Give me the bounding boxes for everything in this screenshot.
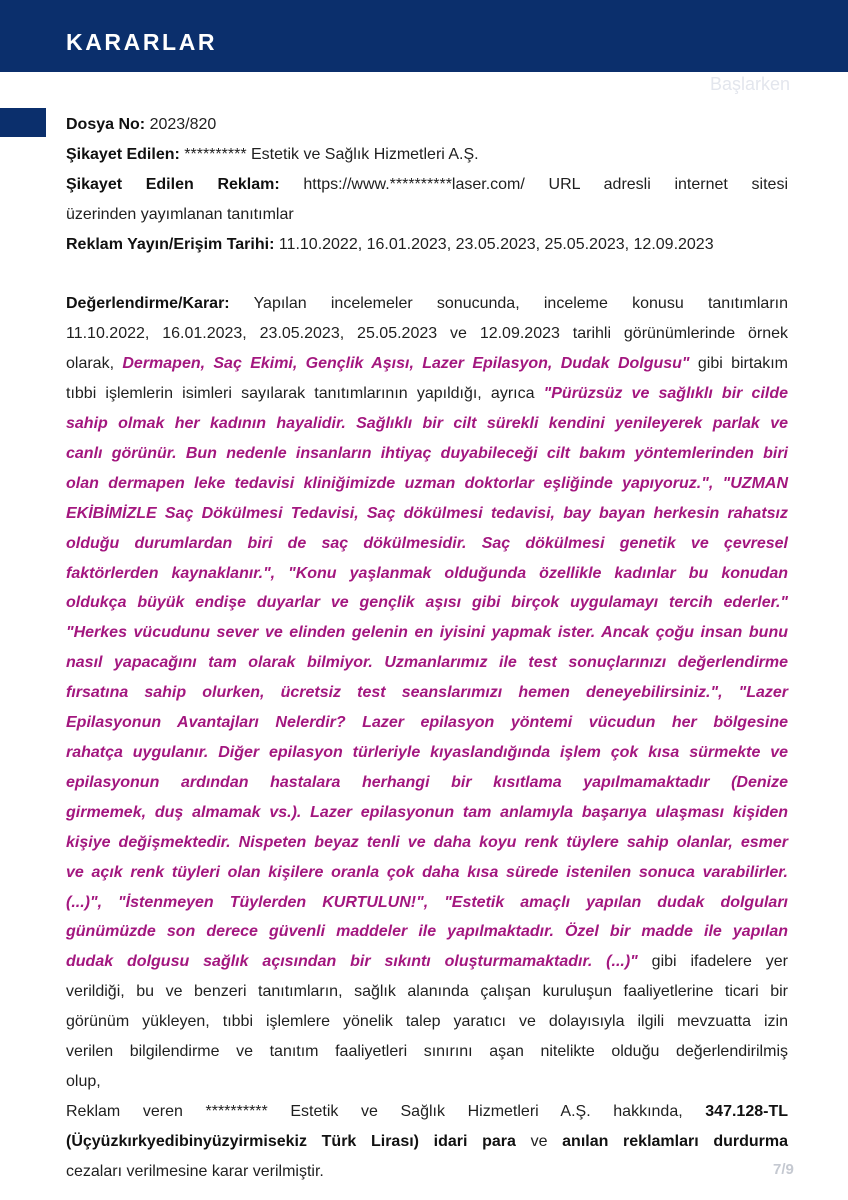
plain-text: üzerinden yayımlanan tanıtımlar — [66, 205, 294, 223]
text-line — [66, 529, 788, 559]
plain-text: olup, — [66, 1072, 101, 1090]
text-line — [66, 1007, 788, 1037]
bold-text: anılan reklamları durdurma — [562, 1132, 788, 1150]
quoted-ad-text: ve açık renk tüyleri olan kişilere oranla çok daha kısa sürede istenilen sonuca varabilirler. — [66, 863, 788, 881]
case-details-section — [66, 110, 788, 260]
plain-text: ********** Estetik ve Sağlık Hizmetleri A.Ş. — [179, 145, 479, 163]
text-line — [66, 1157, 788, 1187]
text-line — [66, 469, 788, 499]
plain-text: 11.10.2022, 16.01.2023, 23.05.2023, 25.05.2023 ve 12.09.2023 tarihli görünümlerinde örnek — [66, 325, 788, 343]
plain-text: Reklam veren ********** Estetik ve Sağlık Hizmetleri A.Ş. hakkında, — [66, 1102, 706, 1120]
plain-text: verilen bilgilendirme ve tanıtım faaliyetleri sınırını aşan nitelikte olduğu değerlendirilmiş — [66, 1043, 788, 1061]
quoted-ad-text: EKİBİMİZLE Saç Dökülmesi Tedavisi, Saç dökülmesi tedavisi, bay bayan herkesin rahatsız — [66, 504, 788, 522]
quoted-ad-text: Epilasyonun Avantajları Nelerdir? Lazer epilasyon yöntemi vücudun her bölgesine — [66, 714, 788, 732]
plain-text: 2023/820 — [145, 116, 217, 133]
text-line — [66, 319, 788, 349]
bold-text: Şikayet Edilen: — [66, 145, 180, 163]
document-body — [66, 110, 788, 1187]
text-line — [66, 888, 788, 918]
text-line — [66, 409, 788, 439]
plain-text: verildiği, bu ve benzeri tanıtımların, sağlık alanında çalışan kuruluşun faaliyetlerine ticari bir — [66, 983, 788, 1001]
plain-text: https://www.**********laser.com/ URL adresli internet sitesi — [279, 175, 788, 193]
text-line — [66, 289, 788, 319]
text-line — [66, 559, 788, 589]
header-watermark-text: Başlarken — [710, 74, 791, 94]
text-line — [66, 110, 788, 140]
header-bar — [0, 0, 848, 72]
text-line — [66, 170, 788, 200]
plain-text: tıbbi işlemlerin isimleri sayılarak tanıtımlarının yapıldığı, ayrıca — [66, 385, 544, 403]
text-line — [66, 1037, 788, 1067]
paragraph — [66, 1097, 788, 1187]
plain-text: 11.10.2022, 16.01.2023, 23.05.2023, 25.05.2023, 12.09.2023 — [274, 235, 714, 253]
text-line — [66, 379, 788, 409]
page-title: KARARLAR — [66, 29, 218, 55]
text-line — [66, 798, 788, 828]
text-line — [66, 768, 788, 798]
quoted-ad-text: canlı görünür. Bun nedenle insanların ihtiyaç duyabileceği cilt bakım yöntemlerinden biri — [66, 444, 788, 462]
quoted-ad-text: sahip olmak her kadının hayalidir. Sağlıklı bir cilt sürekli kendini yenileyerek parlak ve — [66, 415, 788, 433]
plain-text: gibi ifadelere yer — [637, 953, 788, 971]
text-line — [66, 499, 788, 529]
page-number: 7/9 — [773, 1161, 794, 1178]
plain-text: olarak, — [66, 355, 123, 373]
quoted-ad-text: oldukça büyük endişe duyarlar ve gençlik aşısı gibi birçok uygulamayı tercih ederler." — [66, 594, 788, 612]
bold-text: 347.128-TL — [705, 1102, 788, 1120]
bold-text: Dosya No: — [66, 116, 146, 133]
quoted-ad-text: faktörlerden kaynaklanır.", "Konu yaşlanmak olduğunda özellikle kadınlar bu konudan — [66, 564, 788, 582]
paragraph — [66, 230, 788, 260]
bold-text: Reklam Yayın/Erişim Tarihi: — [66, 235, 275, 253]
decision-section — [66, 289, 788, 1186]
quoted-ad-text: günümüzde son derece güvenli maddeler ile yapılmaktadır. Özel bir madde ile yapılan — [66, 923, 788, 941]
bold-text: Değerlendirme/Karar: — [66, 295, 230, 313]
text-line — [66, 708, 788, 738]
quoted-ad-text: Dermapen, Saç Ekimi, Gençlik Aşısı, Lazer Epilasyon, Dudak Dolgusu" — [122, 355, 690, 373]
plain-text: gibi birtakım — [689, 355, 789, 373]
quoted-ad-text: (...)", "İstenmeyen Tüylerden KURTULUN!", "Estetik amaçlı yapılan dudak dolguları — [66, 893, 788, 911]
plain-text: ve — [515, 1132, 563, 1150]
bold-text: (Üçyüzkırkyedibinyüzyirmisekiz Türk Lirası) idari para — [66, 1132, 516, 1150]
paragraph — [66, 110, 788, 140]
text-line — [66, 1097, 788, 1127]
text-line — [66, 1067, 788, 1097]
text-line — [66, 200, 788, 230]
paragraph — [66, 140, 788, 170]
text-line — [66, 738, 788, 768]
quoted-ad-text: epilasyonun ardından hastalara herhangi bir kısıtlama yapılmamaktadır (Denize — [66, 773, 788, 791]
plain-text: görünüm yükleyen, tıbbi işlemlere yönelik talep yaratıcı ve dolayısıyla ilgili mevzuatta izin — [66, 1013, 788, 1031]
plain-text: Yapılan incelemeler sonucunda, inceleme konusu tanıtımların — [229, 295, 788, 313]
section-accent-marker — [0, 108, 46, 137]
quoted-ad-text: dudak dolgusu sağlık açısından bir sıkıntı oluşturmamaktadır. (...)" — [66, 953, 638, 971]
paragraph — [66, 170, 788, 230]
text-line — [66, 439, 788, 469]
quoted-ad-text: olan dermapen leke tedavisi kliniğimizde uzman doktorlar eşliğinde yapıyoruz.", "UZMAN — [66, 474, 788, 492]
bold-text: Şikayet Edilen Reklam: — [66, 175, 280, 193]
text-line — [66, 1127, 788, 1157]
text-line — [66, 349, 788, 379]
text-line — [66, 828, 788, 858]
quoted-ad-text: nasıl yapacağını tam olarak bilmiyor. Uzmanlarımız ile test sonuçlarınızı değerlendirme — [66, 654, 788, 672]
text-line — [66, 648, 788, 678]
quoted-ad-text: kişiye değişmektedir. Nispeten beyaz tenli ve daha koyu renk tüylere sahip olanlar, esmer — [66, 833, 788, 851]
quoted-ad-text: olduğu durumlardan biri de saç dökülmesidir. Saç dökülmesi genetik ve çevresel — [66, 534, 788, 552]
text-line — [66, 858, 788, 888]
quoted-ad-text: fırsatına sahip olurken, ücretsiz test seanslarımızı hemen deneyebilirsiniz.", "Lazer — [66, 684, 788, 702]
text-line — [66, 140, 788, 170]
text-line — [66, 917, 788, 947]
text-line — [66, 947, 788, 977]
text-line — [66, 588, 788, 618]
text-line — [66, 977, 788, 1007]
quoted-ad-text: "Herkes vücudunu sever ve elinden gelenin en iyisini yapmak ister. Ancak çoğu insan bunu — [66, 624, 788, 642]
paragraph — [66, 289, 788, 1096]
text-line — [66, 618, 788, 648]
quoted-ad-text: girmemek, duş almamak vs.). Lazer epilasyonun tam anlamıyla başarıya ulaşması kişiden — [66, 803, 788, 821]
quoted-ad-text: "Pürüzsüz ve sağlıklı bir cilde — [543, 385, 789, 403]
text-line — [66, 230, 788, 260]
plain-text: cezaları verilmesine karar verilmiştir. — [66, 1162, 324, 1180]
quoted-ad-text: rahatça uygulanır. Diğer epilasyon türleriyle kıyaslandığında işlem çok kısa sürmekte ve — [66, 744, 788, 762]
text-line — [66, 678, 788, 708]
